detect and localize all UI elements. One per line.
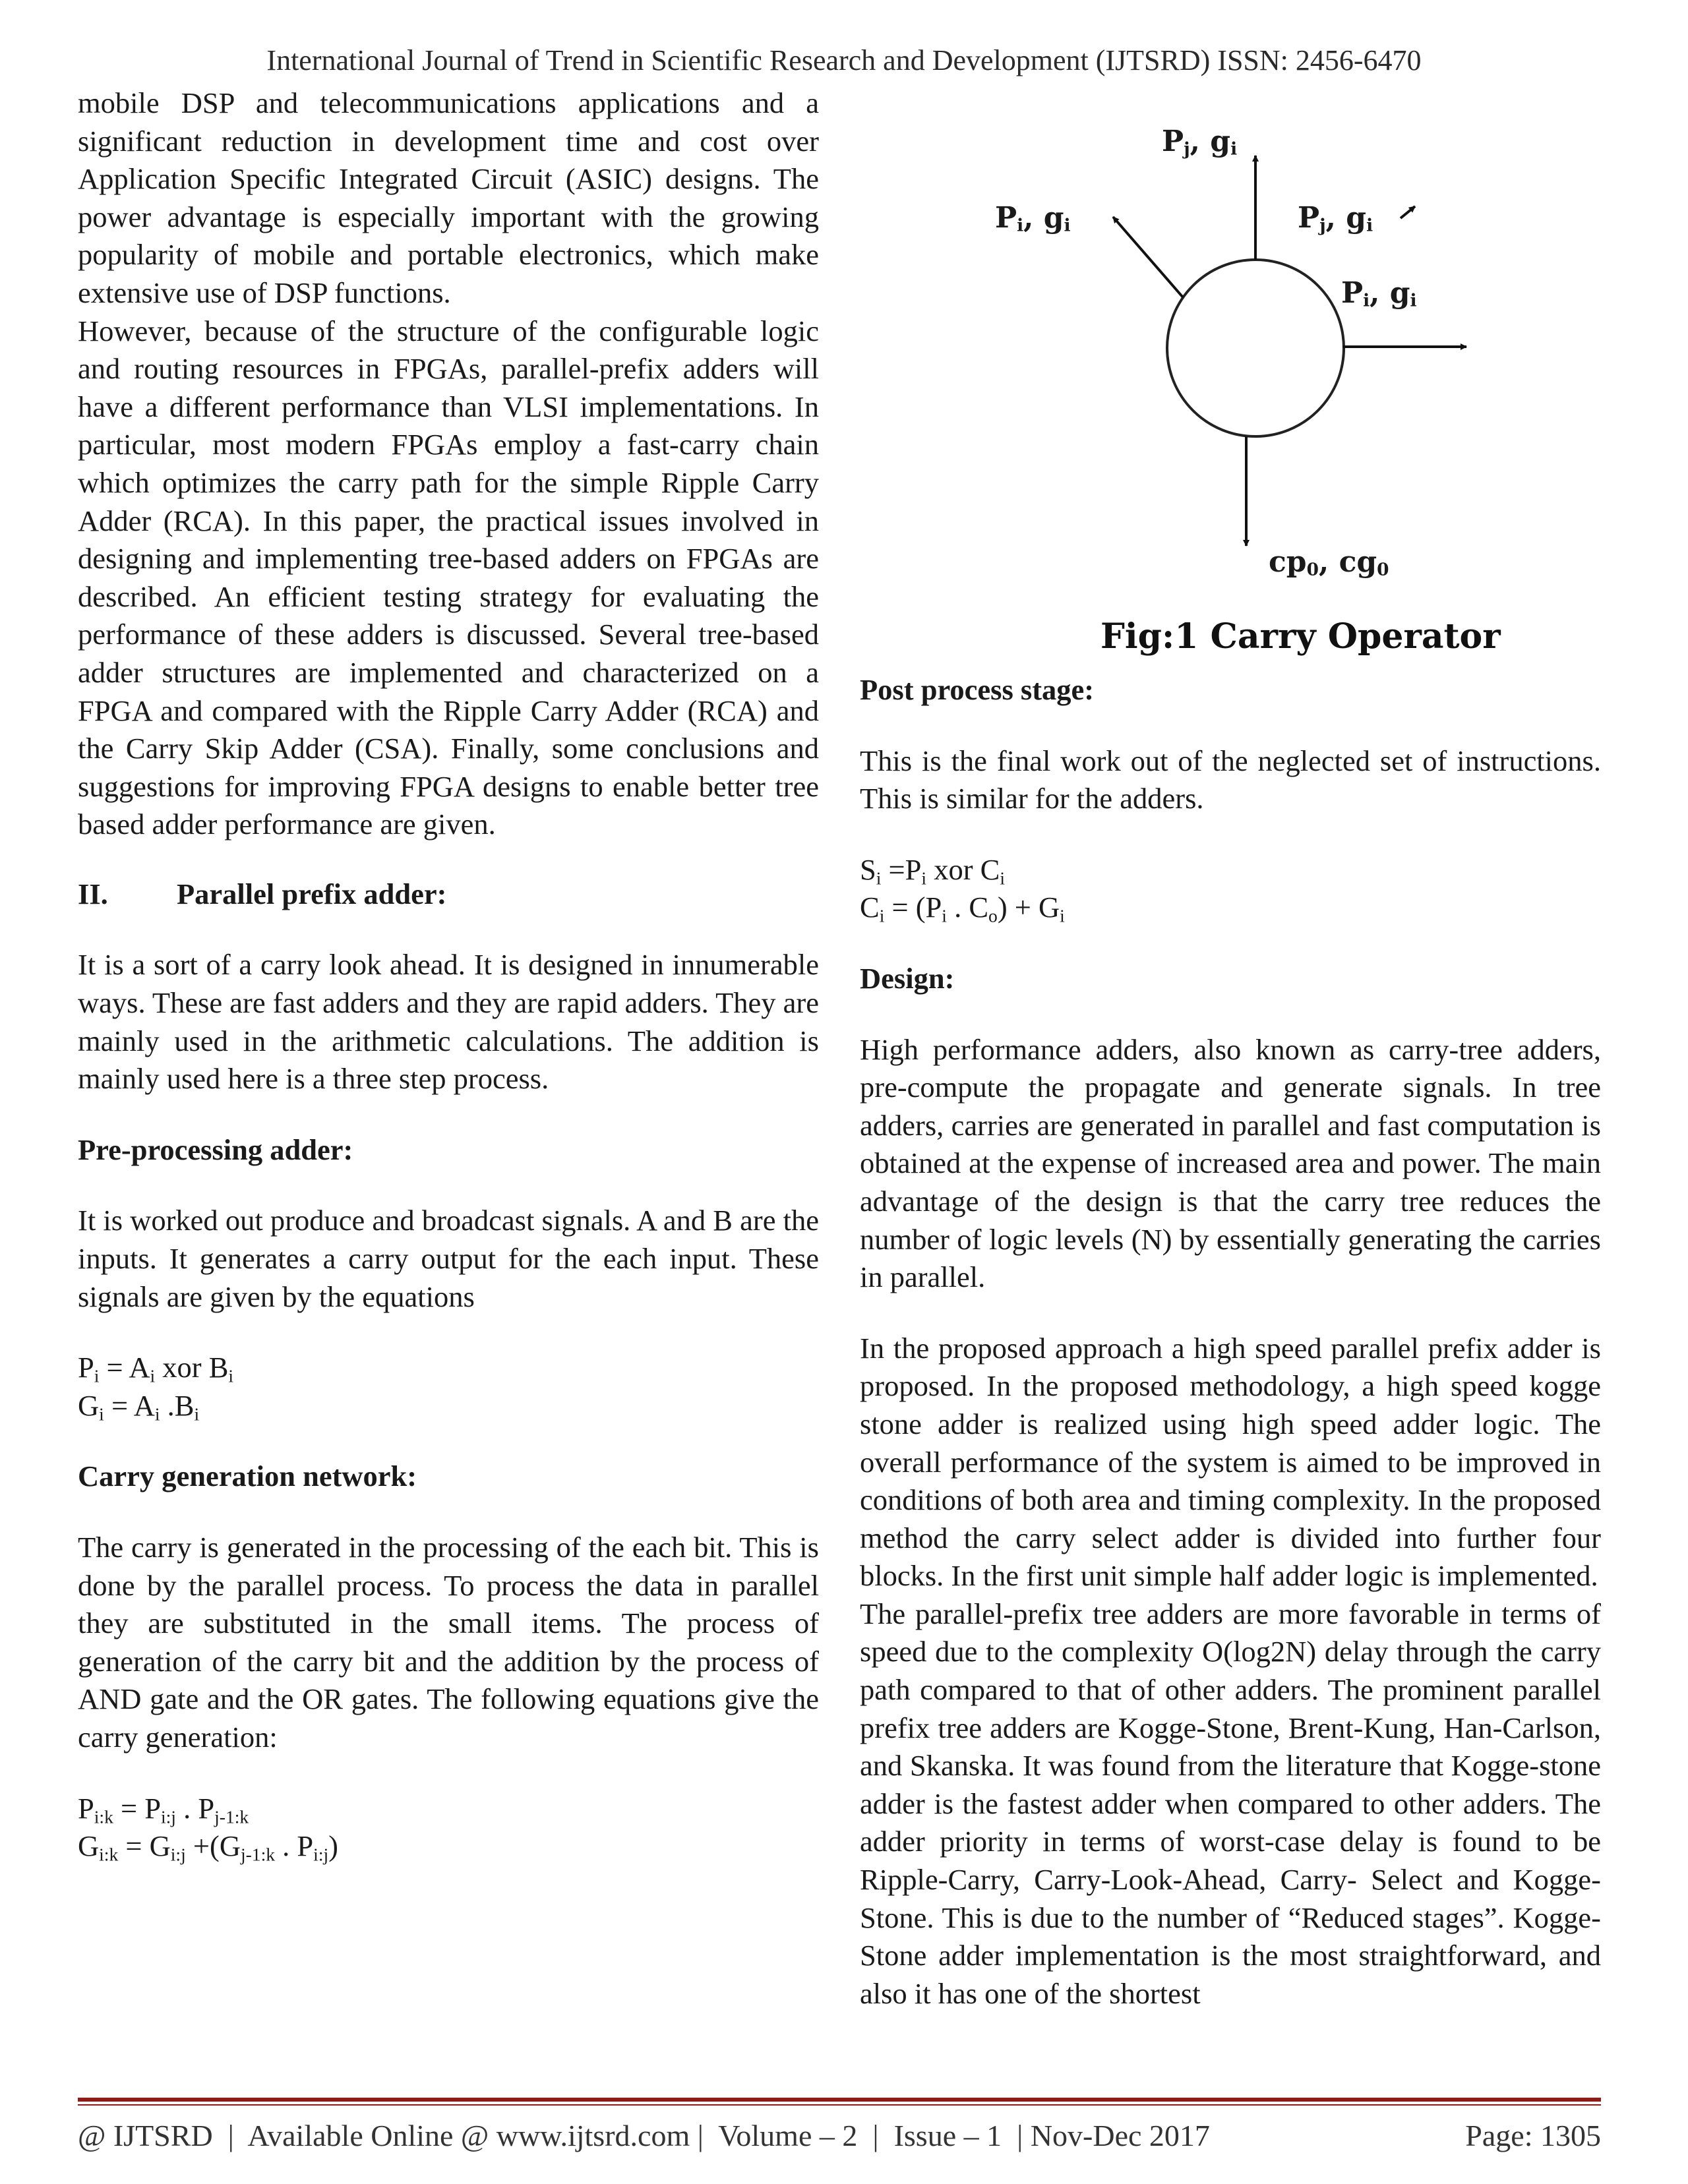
carry-generation-heading: Carry generation network:: [78, 1460, 417, 1493]
right-paragraph-1: This is the final work out of the neglected set of instructions. This is similar for the adders.: [860, 744, 1601, 815]
left-paragraph-5: The carry is generated in the processing of the each bit. This is done by the parallel process. To process the data in parallel they are substituted in the small items. The process of generation of the carry bit and the addition by the process of AND gate and the OR gates. The following equations give the carry generation:: [78, 1531, 819, 1754]
right-paragraph-3: In the proposed approach a high speed parallel prefix adder is proposed. In the proposed methodology, a high speed kogge stone adder is realized using high speed adder logic. The overall performance of the system is aimed to be improved in conditions of both area and timing complexity. In the proposed method the carry select adder is divided into further four blocks. In the first unit simple half adder logic is implemented.: [860, 1331, 1601, 1593]
left-paragraph-1: mobile DSP and telecommunications applications and a significant reduction in development time and cost over Application Specific Integrated Circuit (ASIC) designs. The power advantage is especially important with the growing popularity of mobile and portable electronics, which make extensive use of DSP functions.: [78, 86, 819, 309]
left-paragraph-3: It is a sort of a carry look ahead. It is designed in innumerable ways. These are fast adders and they are rapid adders. They are mainly used in the arithmetic calculations. The addition is mainly used here is a three step process.: [78, 948, 819, 1096]
equation-sum: $S_i =P_i$ xor $C_i$: [860, 852, 1006, 889]
footer-rule-thin: [78, 2104, 1601, 2106]
footer-rule: [78, 2098, 1601, 2102]
equation-gik: $G_{i:k} = G_{i:j} +(G_{j-1:k}$ . $P_{i:j}$): [78, 1829, 338, 1865]
left-column: [78, 84, 819, 1866]
carry-operator-figure: [860, 84, 1601, 671]
figure-caption: Fig:1 Carry Operator: [1100, 616, 1501, 657]
label-upper-left: $P_i$, $g_i$: [995, 201, 1071, 236]
page-number: Page: 1305: [1465, 2119, 1601, 2152]
right-column: [860, 84, 1601, 2013]
equation-carry: $C_i = (P_i$ . $C_o) + G_i$: [860, 891, 1065, 927]
operator-circle: [1167, 260, 1344, 436]
pre-processing-heading: Pre-processing adder:: [78, 1133, 353, 1166]
section-title: Parallel prefix adder:: [177, 877, 447, 910]
journal-header: International Journal of Trend in Scientific Research and Development (IJTSRD) ISSN: 2456-6470: [266, 44, 1422, 76]
equation-propagate: $P_i = A_i$ xor $B_i$: [78, 1351, 234, 1386]
label-bottom: $cp_0$, $cg_0$: [1269, 545, 1389, 580]
design-heading: Design:: [860, 961, 955, 995]
arrow-upper-right-tick: [1401, 206, 1415, 218]
left-paragraph-4: It is worked out produce and broadcast signals. A and B are the inputs. It generates a carry output for the each input. These signals are given by the equations: [78, 1204, 819, 1313]
section-number: II.: [78, 877, 108, 910]
label-right: $P_i$, $g_i$: [1341, 276, 1417, 311]
label-upper-right: $P_j$, $g_i$: [1298, 201, 1373, 236]
equation-generate: $G_i = A_i$ $.B_i$: [78, 1388, 200, 1425]
footer-info: @ IJTSRD | Available Online @ www.ijtsrd.com | Volume – 2 | Issue – 1 | Nov-Dec 2017: [78, 2119, 1210, 2152]
right-paragraph-2: High performance adders, also known as carry-tree adders, pre-compute the propagate and generate signals. In tree adders, carries are generated in parallel and fast computation is obtained at the expense of increased area and power. The main advantage of the design is that the carry tree reduces the number of logic levels (N) by essentially generating the carries in parallel.: [860, 1032, 1601, 1294]
arrow-upper-left: [1113, 217, 1183, 297]
equation-pik: $P_{i:k} = P_{i:j}$ . $P_{j-1:k}$: [78, 1791, 249, 1827]
page-footer: [78, 2116, 1601, 2156]
post-process-heading: Post process stage:: [860, 673, 1095, 706]
label-top: $P_j$, $g_i$: [1162, 125, 1238, 160]
right-paragraph-4: The parallel-prefix tree adders are more favorable in terms of speed due to the complexity O(log2N) delay through the carry path compared to that of other adders. The prominent parallel prefix tree adders are Kogge-Stone, Brent-Kung, Han-Carlson, and Skanska. It was found from the literature that Kogge-stone adder is the fastest adder when compared to other adders. The adder priority in terms of worst-case delay is found to be Ripple-Carry, Carry-Look-Ahead, Carry- Select and Kogge-Stone. This is due to the number of “Reduced stages”. Kogge-Stone adder implementation is the most straightforward, and also it has one of the shortest: [860, 1597, 1601, 2010]
section-heading: [78, 875, 819, 914]
left-paragraph-2: However, because of the structure of the configurable logic and routing resources in FPGAs, parallel-prefix adders will have a different performance than VLSI implementations. In particular, most modern FPGAs employ a fast-carry chain which optimizes the carry path for the simple Ripple Carry Adder (RCA). In this paper, the practical issues involved in designing and implementing tree-based adders on FPGAs are described. An efficient testing strategy for evaluating the performance of these adders is discussed. Several tree-based adder structures are implemented and characterized on a FPGA and compared with the Ripple Carry Adder (RCA) and the Carry Skip Adder (CSA). Finally, some conclusions and suggestions for improving FPGA designs to enable better tree based adder performance are given.: [78, 314, 819, 841]
carry-operator-diagram: [860, 84, 1601, 612]
